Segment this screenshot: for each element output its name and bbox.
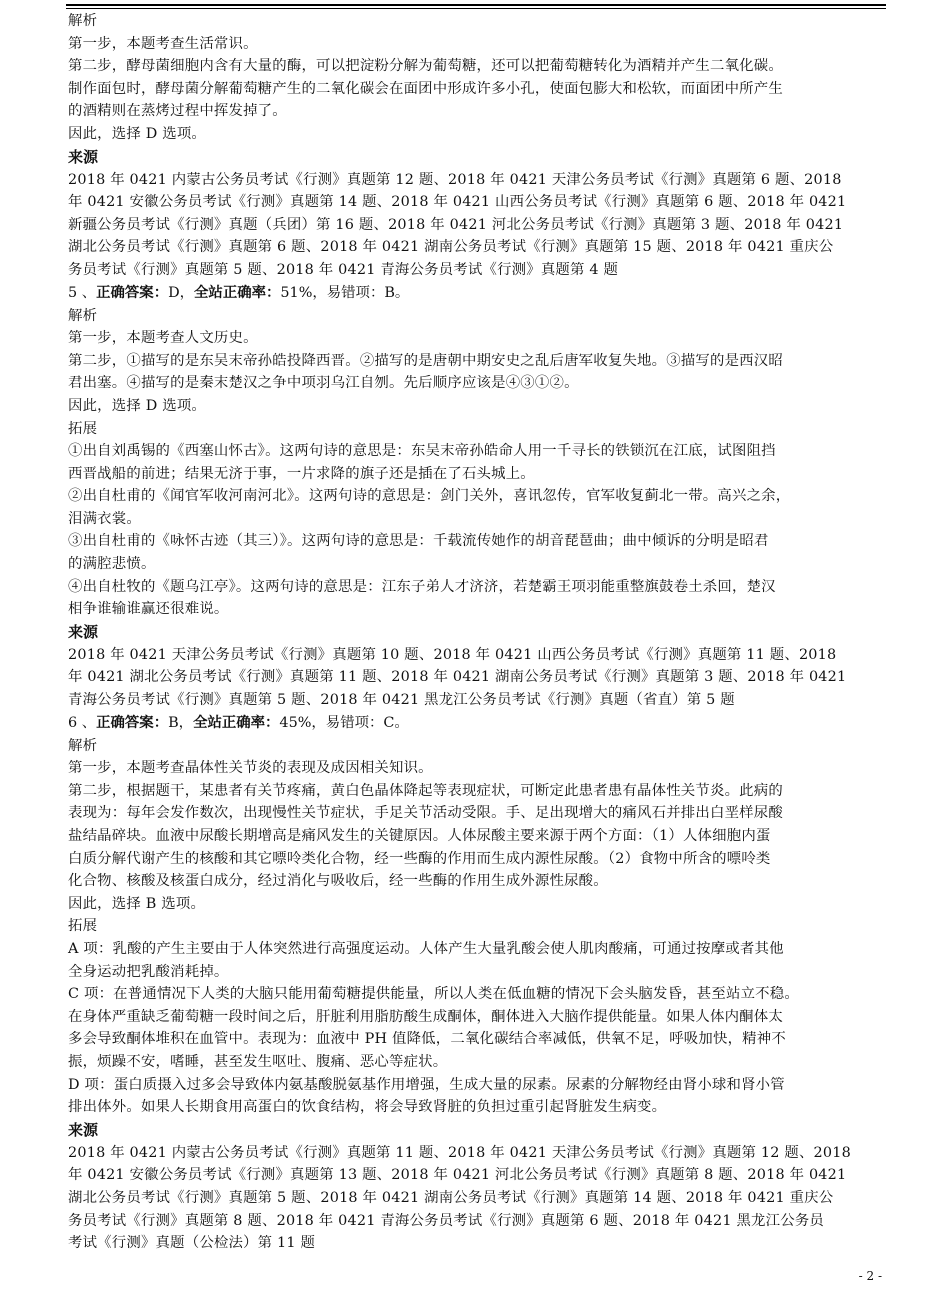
q5-section: [68, 282, 886, 712]
text-line: C 项：在普通情况下人类的大脑只能用葡萄糖提供能量，所以人类在低血糖的情况下会头脑发昏，甚至站立不稳。: [68, 986, 799, 1003]
text-line: 多会导致酮体堆积在血管中。表现为：血液中 PH 值降低，二氧化碳结合率减低，供氧不足，呼吸加快，精神不: [68, 1031, 786, 1048]
text-line: 因此，选择 D 选项。: [68, 397, 207, 414]
extend-text: [68, 440, 886, 621]
answer-line: [68, 712, 886, 735]
rate-label: 全站正确率：: [194, 284, 281, 301]
answer-label: 正确答案：: [96, 284, 169, 301]
extend-heading: 拓展: [68, 918, 98, 935]
text-line: ④出自杜牧的《题乌江亭》。这两句诗的意思是：江东子弟人才济济，若楚霸王项羽能重整旗鼓卷土杀回，楚汉: [68, 578, 776, 595]
extend-heading: 拓展: [68, 420, 98, 437]
text-line: 盐结晶碎块。血液中尿酸长期增高是痛风发生的关键原因。人体尿酸主要来源于两个方面：（1）人体细胞内蛋: [68, 828, 771, 844]
text-line: ②出自杜甫的《闻官军收河南河北》。这两句诗的意思是：剑门关外，喜讯忽传，官军收复蓟北一带。高兴之余，: [68, 488, 791, 505]
source-text: [68, 644, 886, 712]
text-line: D 项：蛋白质摄入过多会导致体内氨基酸脱氨基作用增强，生成大量的尿素。尿素的分解物经由肾小球和肾小管: [68, 1076, 785, 1093]
text-line: 湖北公务员考试《行测》真题第 6 题、2018 年 0421 湖南公务员考试《行测》真题第 15 题、2018 年 0421 重庆公: [68, 239, 834, 256]
answer-value: D，: [168, 284, 195, 301]
analysis-heading: 解析: [68, 13, 98, 29]
text-line: 考试《行测》真题（公检法）第 11 题: [68, 1235, 316, 1252]
text-line: 务员考试《行测》真题第 8 题、2018 年 0421 青海公务员考试《行测》真题第 6 题、2018 年 0421 黑龙江公务员: [68, 1212, 825, 1229]
text-line: 第一步，本题考查晶体性关节炎的表现及成因相关知识。: [68, 760, 433, 777]
text-line: 年 0421 安徽公务员考试《行测》真题第 14 题、2018 年 0421 山西公务员考试《行测》真题第 6 题、2018 年 0421: [68, 194, 847, 211]
text-line: 相争谁输谁赢还很难说。: [68, 601, 229, 618]
text-line: ③出自杜甫的《咏怀古迹（其三）》。这两句诗的意思是：千载流传她作的胡音琵琶曲；曲中倾诉的分明是昭君: [68, 533, 769, 550]
text-line: 全身运动把乳酸消耗掉。: [68, 963, 229, 980]
analysis-text: [68, 757, 886, 915]
text-line: 务员考试《行测》真题第 5 题、2018 年 0421 青海公务员考试《行测》真题第 4 题: [68, 261, 619, 278]
q6-section: [68, 712, 886, 1255]
text-line: 表现为：每年会发作数次，出现慢性关节症状，手足关节活动受限。手、足出现增大的痛风石并排出白垩样尿酸: [68, 805, 783, 822]
text-line: 第二步，①描写的是东吴末帝孙皓投降西晋。②描写的是唐朝中期安史之乱后唐军收复失地。③描写的是西汉昭: [68, 352, 783, 369]
text-line: 第二步，根据题干，某患者有关节疼痛，黄白色晶体降起等表现症状，可断定此患者患有晶体性关节炎。此病的: [68, 782, 783, 799]
text-line: 振，烦躁不安，嗜睡，甚至发生呕吐、腹痛、恶心等症状。: [68, 1053, 448, 1070]
analysis-heading: 解析: [68, 737, 98, 754]
rate-label: 全站正确率：: [193, 714, 280, 731]
text-line: 2018 年 0421 天津公务员考试《行测》真题第 10 题、2018 年 0421 山西公务员考试《行测》真题第 11 题、2018: [68, 646, 837, 663]
rate-value: 51%，易错项：B。: [280, 284, 410, 301]
text-line: 湖北公务员考试《行测》真题第 5 题、2018 年 0421 湖南公务员考试《行测》真题第 14 题、2018 年 0421 重庆公: [68, 1189, 834, 1206]
text-line: 的满腔悲愤。: [68, 556, 156, 573]
source-text: [68, 1142, 886, 1255]
text-line: 2018 年 0421 内蒙古公务员考试《行测》真题第 12 题、2018 年 0421 天津公务员考试《行测》真题第 6 题、2018: [68, 171, 842, 188]
text-line: 新疆公务员考试《行测》真题（兵团）第 16 题、2018 年 0421 河北公务员考试《行测》真题第 3 题、2018 年 0421: [68, 216, 844, 233]
rate-value: 45%，易错项：C。: [279, 714, 409, 731]
text-line: ①出自刘禹锡的《西塞山怀古》。这两句诗的意思是：东吴末帝孙皓命人用一千寻长的铁锁沉在江底，试图阻挡: [68, 443, 776, 460]
text-line: 排出体外。如果人长期食用高蛋白的饮食结构，将会导致肾脏的负担过重引起肾脏发生病变。: [68, 1099, 667, 1116]
text-line: 第一步，本题考查人文历史。: [68, 330, 258, 347]
document-body: [68, 10, 886, 1255]
text-line: 白质分解代谢产生的核酸和其它嘌呤类化合物，经一些酶的作用而生成内源性尿酸。（2）食物中所含的嘌呤类: [68, 850, 771, 867]
text-line: 化合物、核酸及核蛋白成分，经过消化与吸收后，经一些酶的作用生成外源性尿酸。: [68, 873, 608, 890]
header-rule: [66, 4, 886, 6]
source-text: [68, 169, 886, 282]
question-number: 6 、: [68, 714, 97, 731]
source-heading: 来源: [68, 622, 99, 641]
answer-line: [68, 282, 886, 305]
answer-value: B，: [168, 714, 194, 731]
header-rule-thin: [66, 8, 886, 9]
text-line: 青海公务员考试《行测》真题第 5 题、2018 年 0421 黑龙江公务员考试《行测》真题（省直）第 5 题: [68, 692, 735, 709]
extend-text: [68, 938, 886, 1119]
source-heading: 来源: [68, 1120, 99, 1139]
page-number: - 2 -: [858, 1269, 882, 1283]
text-line: 2018 年 0421 内蒙古公务员考试《行测》真题第 11 题、2018 年 0421 天津公务员考试《行测》真题第 12 题、2018: [68, 1144, 851, 1161]
analysis-text: [68, 33, 886, 146]
text-line: 因此，选择 B 选项。: [68, 895, 206, 912]
text-line: 西晋战船的前进；结果无济于事，一片求降的旗子还是插在了石头城上。: [68, 465, 535, 482]
answer-label: 正确答案：: [96, 714, 169, 731]
text-line: 君出塞。④描写的是秦末楚汉之争中项羽乌江自刎。先后顺序应该是④③①②。: [68, 375, 579, 392]
question-number: 5 、: [68, 284, 97, 301]
text-line: 第二步，酵母菌细胞内含有大量的酶，可以把淀粉分解为葡萄糖，还可以把葡萄糖转化为酒精并产生二氧化碳。: [68, 58, 783, 75]
text-line: 的酒精则在蒸烤过程中挥发掉了。: [68, 103, 287, 120]
q4-section: [68, 10, 886, 282]
text-line: 第一步，本题考查生活常识。: [68, 35, 258, 52]
text-line: 年 0421 安徽公务员考试《行测》真题第 13 题、2018 年 0421 河北公务员考试《行测》真题第 8 题、2018 年 0421: [68, 1167, 847, 1184]
text-line: A 项：乳酸的产生主要由于人体突然进行高强度运动。人体产生大量乳酸会使人肌肉酸痛，可通过按摩或者其他: [68, 940, 784, 957]
text-line: 因此，选择 D 选项。: [68, 125, 207, 142]
text-line: 年 0421 湖北公务员考试《行测》真题第 11 题、2018 年 0421 湖南公务员考试《行测》真题第 3 题、2018 年 0421: [68, 669, 847, 686]
text-line: 制作面包时，酵母菌分解葡萄糖产生的二氧化碳会在面团中形成许多小孔，使面包膨大和松软，而面团中所产生: [68, 80, 783, 97]
analysis-text: [68, 327, 886, 417]
text-line: 泪满衣裳。: [68, 510, 141, 527]
text-line: 在身体严重缺乏葡萄糖一段时间之后，肝脏利用脂肪酸生成酮体，酮体进入大脑作提供能量。如果人体内酮体太: [68, 1008, 783, 1025]
analysis-heading: 解析: [68, 307, 98, 324]
source-heading: 来源: [68, 147, 99, 166]
